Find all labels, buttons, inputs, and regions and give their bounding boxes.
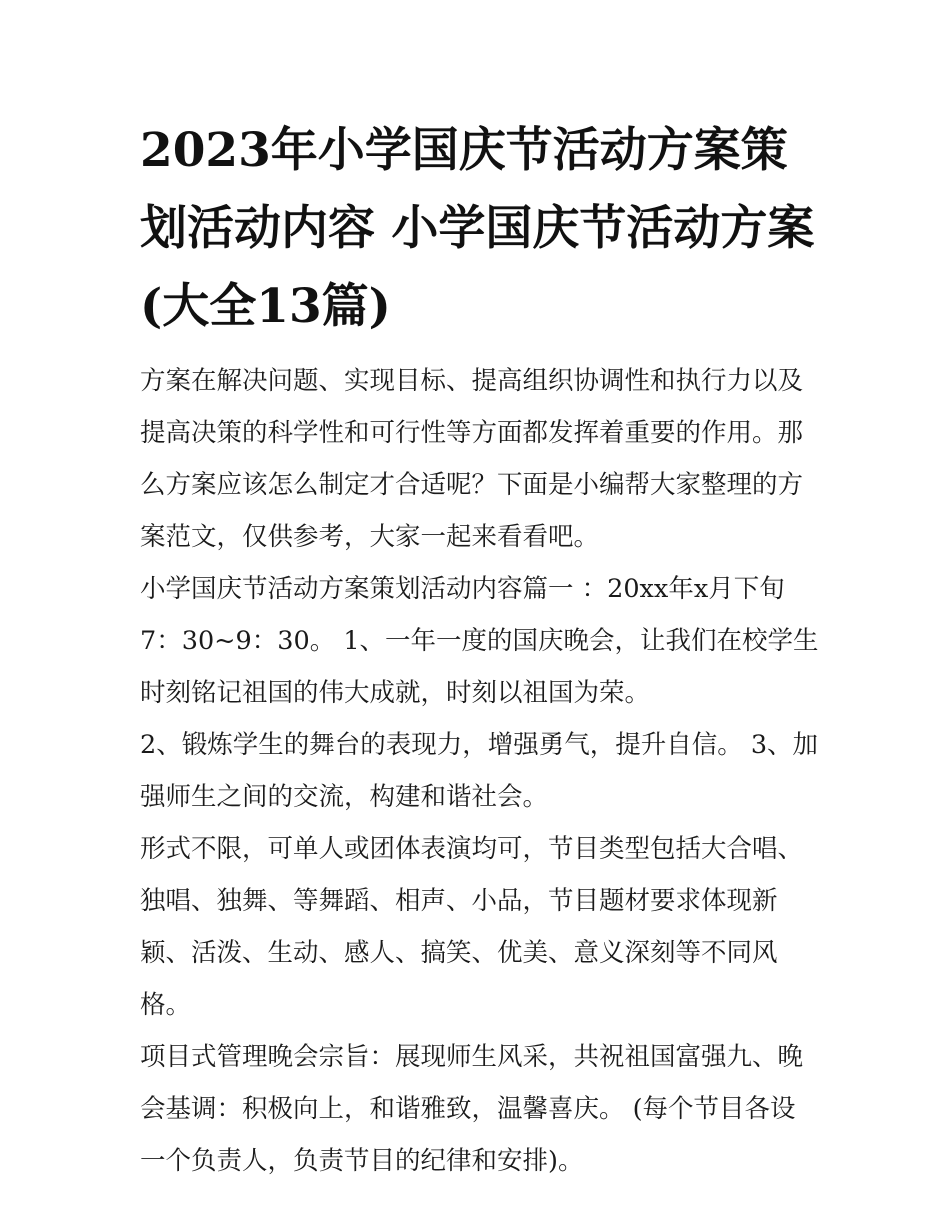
paragraph-section-one: 小学国庆节活动方案策划活动内容篇一 ：20xx年x月下旬7：30~9：30。 1、一年一度的国庆晚会，让我们在校学生时刻铭记祖国的伟大成就，时刻以祖国为荣。 <box>140 574 819 708</box>
paragraph-format: 形式不限，可单人或团体表演均可，节目类型包括大合唱、独唱、独舞、等舞蹈、相声、小品，节目题材要求体现新颖、活泼、生动、感人、搞笑、优美、意义深刻等不同风格。 <box>140 834 804 1020</box>
paragraph-purpose: 项目式管理晚会宗旨：展现师生风采，共祝祖国富强九、晚会基调：积极向上，和谐雅致，温馨喜庆。 (每个节目各设一个负责人，负责节目的纪律和安排)。 <box>140 1042 804 1176</box>
paragraph-goals: 2、锻炼学生的舞台的表现力，增强勇气，提升自信。 3、加强师生之间的交流，构建和谐社会。 <box>140 730 819 812</box>
document-title: 2023年小学国庆节活动方案策划活动内容 小学国庆节活动方案(大全13篇) <box>140 123 815 334</box>
document-body <box>140 355 820 1187</box>
paragraph-intro: 方案在解决问题、实现目标、提高组织协调性和执行力以及提高决策的科学性和可行性等方面都发挥着重要的作用。那么方案应该怎么制定才合适呢？下面是小编帮大家整理的方案范文，仅供参考，大家一起来看看吧。 <box>140 366 804 552</box>
